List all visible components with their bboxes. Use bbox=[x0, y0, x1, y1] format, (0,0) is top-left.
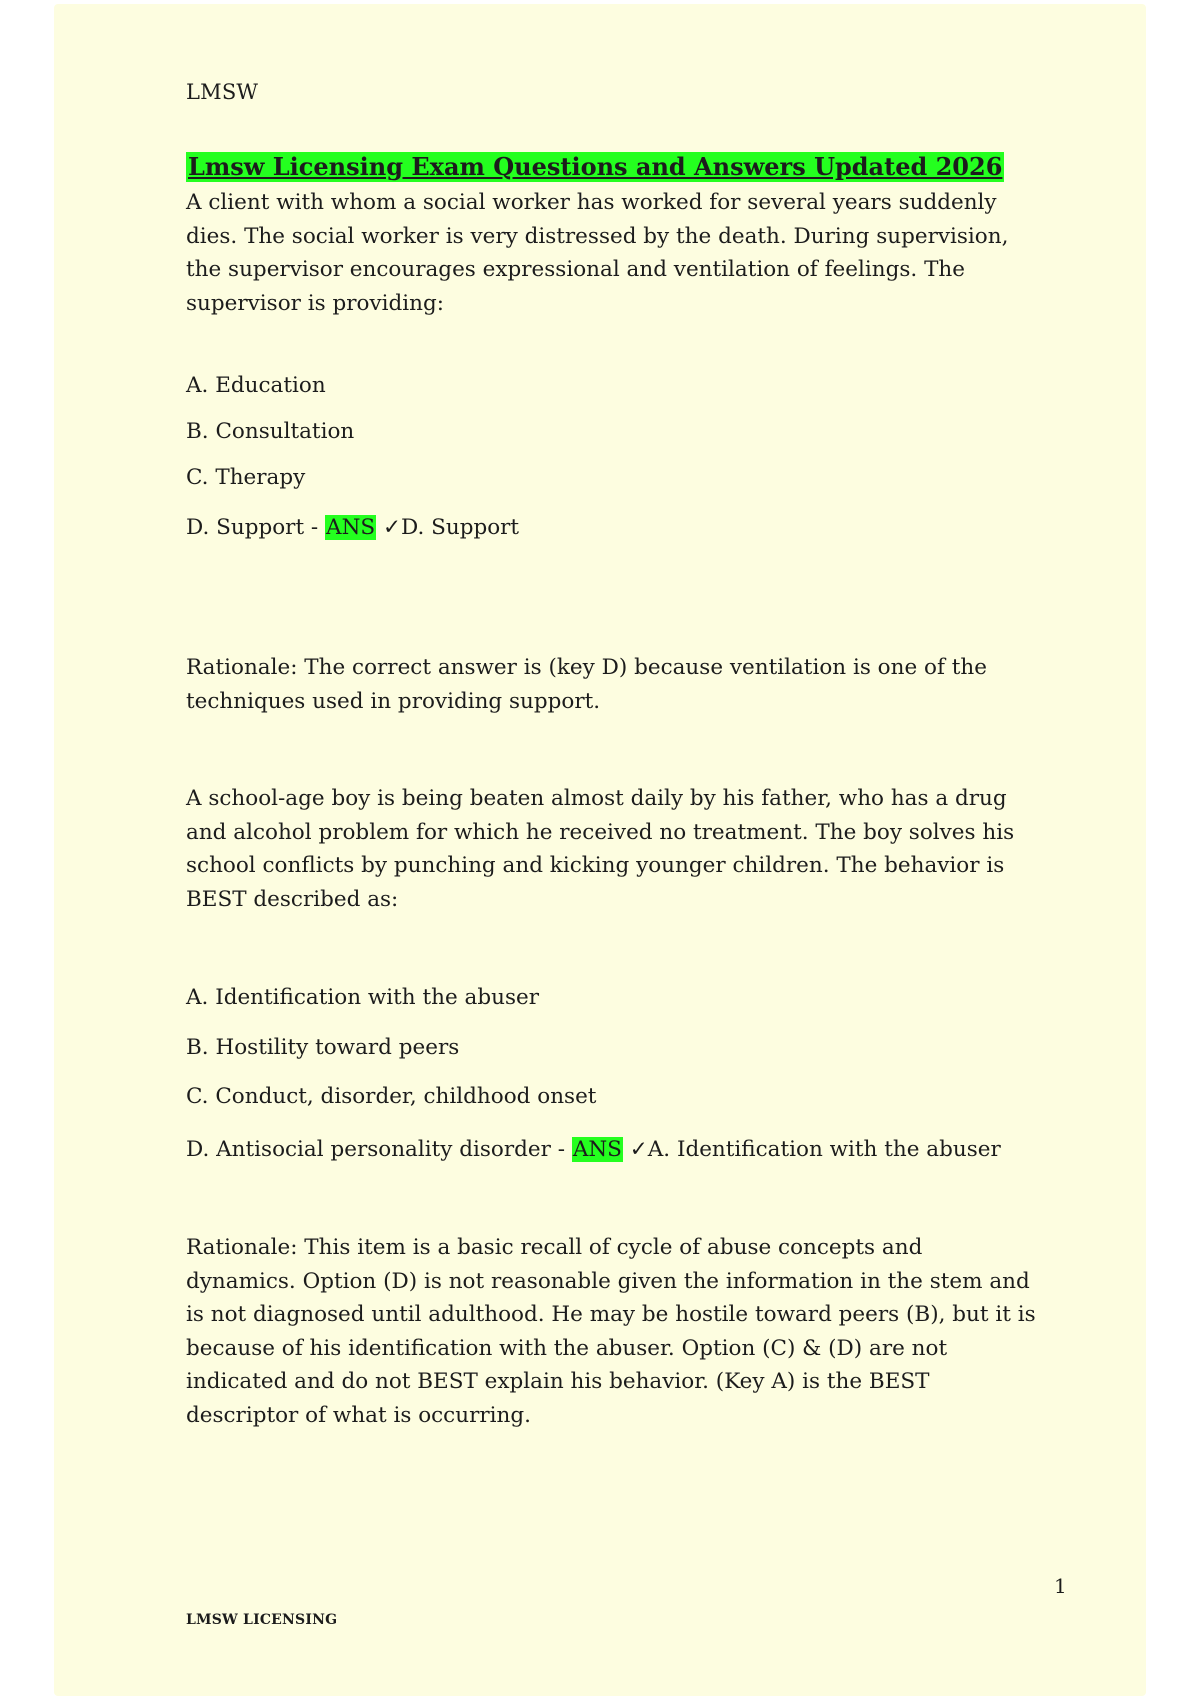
question-2-option-d bbox=[186, 1135, 1001, 1165]
question-1-option-a: A. Education bbox=[186, 373, 326, 398]
document-title: Lmsw Licensing Exam Questions and Answers Updated 2026 bbox=[188, 152, 1003, 181]
question-1-option-d-text: D. Support - bbox=[186, 515, 326, 540]
question-2-option-a: A. Identification with the abuser bbox=[186, 985, 539, 1010]
question-2-option-b: B. Hostility toward peers bbox=[186, 1035, 460, 1060]
question-2-option-d-text: D. Antisocial personality disorder - bbox=[186, 1137, 572, 1162]
question-1-rationale: Rationale: The correct answer is (key D) because ventilation is one of the techniques used in providing support. bbox=[186, 655, 987, 714]
question-1-option-c: C. Therapy bbox=[186, 465, 306, 490]
question-1-ans-tag: ANS bbox=[326, 515, 376, 540]
question-2-rationale: Rationale: This item is a basic recall of cycle of abuse concepts and dynamics. Option (D) is not reasonable given the information in the stem and is not diagnosed until adulthood. He may be hostile toward peers (B), but it is because of his identification with the abuser. Option (C) & (D) are not indicated and do not BEST explain his behavior. (Key A) is the BEST descriptor of what is occurring. bbox=[186, 1235, 1036, 1428]
page-footer: LMSW LICENSING bbox=[186, 1612, 338, 1628]
question-1-answer: ✓D. Support bbox=[376, 515, 520, 540]
document-page bbox=[54, 4, 1146, 1696]
page-header: LMSW bbox=[186, 80, 259, 104]
page-number: 1 bbox=[1054, 1574, 1067, 1598]
question-1-option-b: B. Consultation bbox=[186, 419, 355, 444]
question-2-ans-tag: ANS bbox=[572, 1137, 622, 1162]
question-1-option-d bbox=[186, 513, 519, 543]
question-2-answer: ✓A. Identification with the abuser bbox=[622, 1137, 1001, 1162]
question-2-stem: A school-age boy is being beaten almost daily by his father, who has a drug and alcohol problem for which he received no treatment. The boy solves his school conflicts by punching and kicking younger children. The behavior is BEST described as: bbox=[186, 786, 1015, 912]
question-2-option-c: C. Conduct, disorder, childhood onset bbox=[186, 1084, 597, 1109]
question-1-stem: A client with whom a social worker has worked for several years suddenly dies. The social worker is very distressed by the death. During supervision, the supervisor encourages expressional and ventilation of feelings. The supervisor is providing: bbox=[186, 190, 1009, 316]
